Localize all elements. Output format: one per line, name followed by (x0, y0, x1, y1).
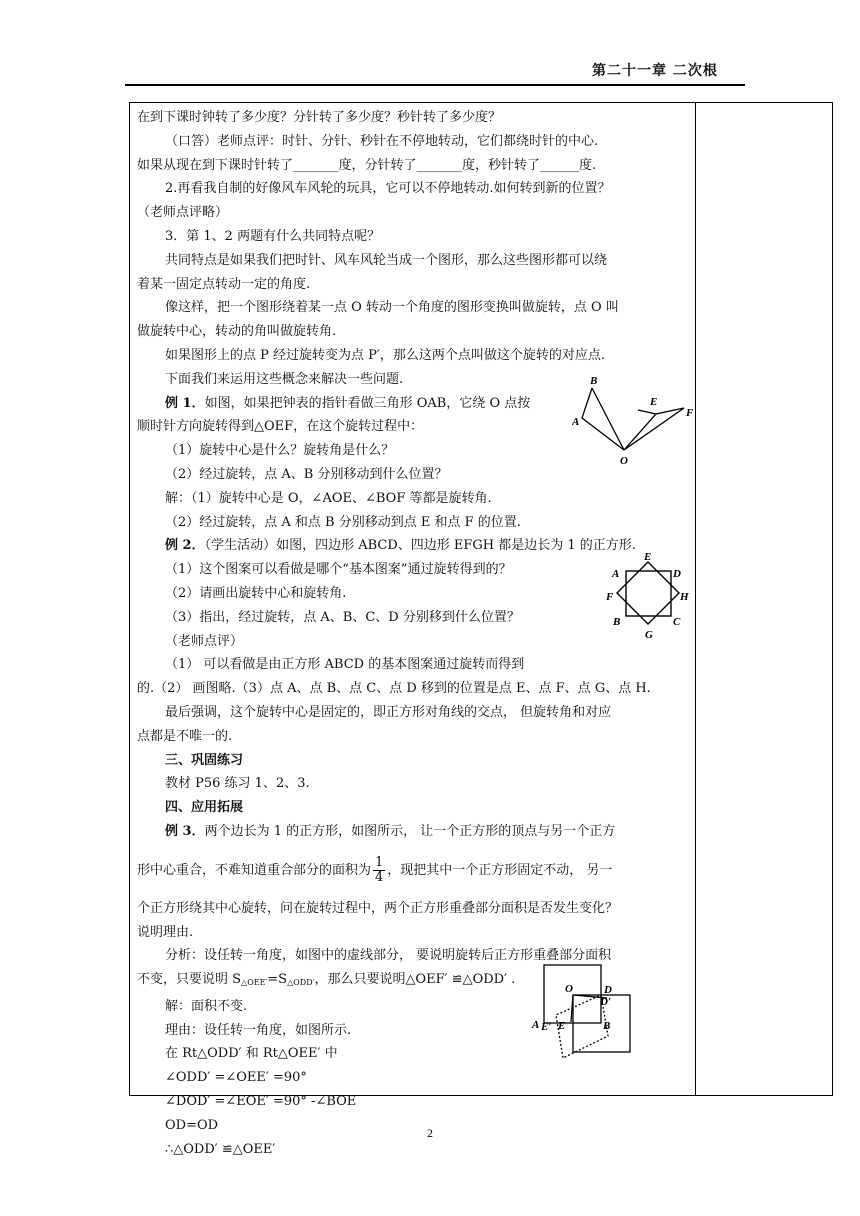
text-line: 在 Rt△ODD′ 和 Rt△OEE′ 中 (165, 1046, 338, 1062)
text-line: （3）指出，经过旋转，点 A、B、C、D 分别移到什么位置？ (165, 609, 520, 625)
label-B: B (613, 616, 621, 628)
label-D: D (673, 568, 681, 580)
text-line: 不变，只要说明 $S_{\triangle OEE'}=S_{\triangle ODD'}$，那么只要说明△OEF′ ≌△ODD′ . (137, 972, 516, 988)
text-line: （口答）老师点评：时针、分针、秒针在不停地转动，它们都绕时针的中心. (165, 133, 599, 149)
text-line: （2）经过旋转，点 A 和点 B 分别移动到点 E 和点 F 的位置. (165, 514, 521, 530)
text-line: 点都是不唯一的. (137, 728, 233, 744)
text-line: 分析：设任转一角度，如图中的虚线部分， 要说明旋转后正方形重叠部分面积 (165, 948, 612, 964)
example-label: 例 1． (165, 395, 205, 411)
label-F: F (606, 591, 614, 603)
example-label: 例 2． (165, 538, 205, 554)
label-E: E (644, 551, 652, 563)
text-line: ∴△ODD′ ≌△OEE′ (165, 1141, 276, 1157)
section-heading: 三、巩固练习 (165, 752, 244, 768)
text-line: 顺时针方向旋转得到△OEF，在这个旋转过程中： (137, 419, 424, 435)
text-line: 着某一固定点转动一定的角度. (137, 276, 311, 292)
chapter-header: 第二十一章 二次根 (592, 63, 718, 79)
text-line: （2）请画出旋转中心和旋转角. (165, 585, 347, 601)
text-line: （老师点评略） (137, 205, 229, 221)
text-line: OD=OD (165, 1117, 219, 1133)
text-line: （老师点评） (165, 633, 244, 649)
label-A: A (532, 1019, 540, 1031)
section-heading: 四、应用拓展 (165, 800, 244, 816)
text-line: 形中心重合，不难知道重合部分的面积为 $\frac{1}{4}$ ，现把其中一个正方形固定不动， 另一 (137, 854, 613, 885)
text-line: 解：（1）旋转中心是 O，∠AOE、∠BOF 等都是旋转角. (165, 490, 492, 506)
label-B: B (590, 375, 598, 387)
example-2-figure (603, 550, 698, 642)
text-line: （1）旋转中心是什么？旋转角是什么？ (165, 443, 395, 459)
text-line: 最后强调，这个旋转中心是固定的，即正方形对角线的交点， 但旋转角和对应 (165, 704, 612, 720)
example-3-figure (527, 958, 637, 1073)
text-line: 解：面积不变. (165, 998, 248, 1014)
page-number: 2 (427, 1126, 433, 1140)
label-A: A (612, 568, 620, 580)
header-rule (125, 84, 745, 86)
text-line: 如果图形上的点 P 经过旋转变为点 P′，那么这两个点叫做这个旋转的对应点. (165, 347, 605, 363)
text-line: 教材 P56 练习 1、2、3. (165, 776, 310, 792)
text-line: 说明理由. (137, 924, 194, 940)
example-label: 例 3． (165, 823, 205, 839)
text-line: 下面我们来运用这些概念来解决一些问题. (165, 371, 404, 387)
text-line: 个正方形绕其中心旋转，问在旋转过程中，两个正方形重叠部分面积是否发生变化？ (137, 900, 619, 916)
label-O: O (565, 983, 573, 995)
text-line: 3．第 1、2 两题有什么共同特点呢？ (165, 228, 381, 244)
label-F: F (686, 407, 694, 419)
label-B: B (603, 1020, 611, 1032)
example-1-figure (572, 372, 702, 467)
text-line: （2）经过旋转，点 A、B 分别移动到什么位置？ (165, 466, 448, 482)
text-line: （1） 可以看做是由正方形 ABCD 的基本图案通过旋转而得到 (165, 657, 525, 673)
label-D: D (604, 984, 612, 996)
text-line: 在到下课时钟转了多少度？分针转了多少度？秒针转了多少度？ (137, 110, 502, 125)
text-line: 共同特点是如果我们把时针、风车风轮当成一个图形，那么这些图形都可以绕 (165, 252, 608, 268)
text-line: 像这样，把一个图形绕着某一点 O 转动一个角度的图形变换叫做旋转，点 O 叫 (165, 300, 619, 316)
example-2-line: 例 2．（学生活动）如图，四边形 ABCD、四边形 EFGH 都是边长为 1 的正方形. (165, 538, 636, 554)
fraction: $\frac{1}{4}$ (375, 854, 384, 885)
label-E: E (558, 1020, 566, 1032)
text-line: ∠ODD′ =∠OEE′ =90° (165, 1070, 307, 1086)
text-line: 如果从现在到下课时针转了_______度，分针转了_______度，秒针转了______度. (137, 157, 597, 173)
label-G: G (645, 629, 653, 641)
label-D-prime: D′ (600, 996, 612, 1008)
text-line: 做旋转中心，转动的角叫做旋转角. (137, 324, 337, 340)
text-line: （1）这个图案可以看做是哪个“基本图案”通过旋转得到的？ (165, 562, 512, 578)
label-E: E (650, 396, 658, 408)
label-H: H (680, 591, 689, 603)
text-line: 的.（2） 画图略.（3）点 A、点 B、点 C、点 D 移到的位置是点 E、点 F、点 G、点 H. (137, 681, 651, 697)
label-O: O (620, 455, 628, 467)
label-C: C (673, 616, 681, 628)
label-E-prime: E′ (541, 1021, 552, 1033)
text-line: ∠DOD′ =∠EOE′ =90° -∠BOE (165, 1094, 357, 1110)
text-line: 2.再看我自制的好像风车风轮的玩具，它可以不停地转动.如何转到新的位置？ (165, 181, 611, 197)
example-3-line: 例 3．两个边长为 1 的正方形，如图所示， 让一个正方形的顶点与另一个正方 (165, 823, 616, 839)
label-A: A (572, 416, 580, 428)
text-line: 理由：设任转一角度，如图所示. (165, 1022, 352, 1038)
example-1-line: 例 1．如图，如果把钟表的指针看做三角形 OAB，它绕 O 点按 (165, 395, 531, 411)
